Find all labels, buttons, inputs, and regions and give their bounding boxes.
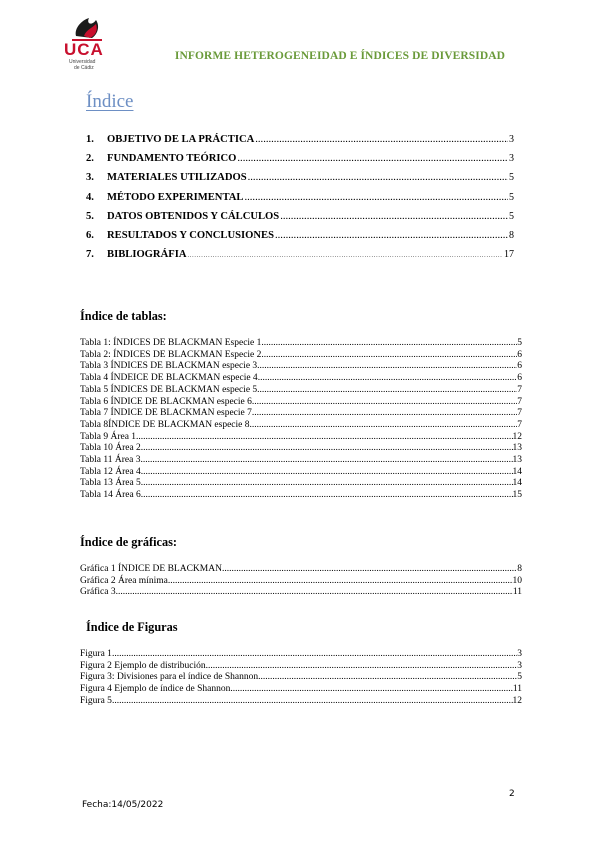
entry-dot-leader	[230, 684, 512, 694]
toc-entry-label: BIBLIOGRÁFIA	[107, 249, 187, 261]
entry-label: Figura 4 Ejemplo de índice de Shannon	[80, 684, 231, 695]
toc-entry[interactable]	[86, 172, 514, 183]
table-index-entry[interactable]	[80, 455, 522, 465]
toc-entry-label: FUNDAMENTO TEÓRICO	[107, 153, 237, 165]
table-index-entry[interactable]	[80, 350, 522, 360]
entry-label: Tabla 5 ÍNDICES DE BLACKMAN especie 5	[80, 384, 258, 395]
entry-dot-leader	[250, 420, 518, 430]
entry-dot-leader	[261, 350, 517, 360]
entry-dot-leader	[261, 338, 517, 348]
toc-entry[interactable]	[86, 211, 514, 222]
entry-page: 6	[517, 349, 522, 360]
entry-page: 3	[517, 660, 522, 671]
entry-dot-leader	[136, 432, 512, 442]
toc-entry-page: 3	[509, 134, 514, 145]
table-index-entry[interactable]	[80, 420, 522, 430]
entry-label: Tabla 9 Área 1	[80, 431, 137, 442]
chart-index-entry[interactable]	[80, 576, 522, 586]
entry-label: Tabla 1: ÍNDICES DE BLACKMAN Especie 1	[80, 338, 262, 348]
entry-label: Tabla 8ÍNDICE DE BLACKMAN especie 8	[80, 419, 250, 430]
table-index-entry[interactable]	[80, 443, 522, 453]
entry-page: 6	[517, 373, 522, 384]
entry-label: Tabla 3 ÍNDICES DE BLACKMAN especie 3	[80, 361, 258, 372]
toc-dot-leader	[280, 211, 508, 222]
charts-index-heading: Índice de gráficas:	[80, 535, 177, 549]
toc-entry[interactable]	[86, 153, 514, 164]
toc-entry[interactable]	[86, 249, 514, 260]
entry-page: 11	[512, 684, 522, 695]
toc-entry[interactable]	[86, 230, 514, 241]
tables-index-heading: Índice de tablas:	[80, 309, 167, 323]
toc-dot-leader	[248, 172, 508, 183]
entry-label: Gráfica 1 ÍNDICE DE BLACKMAN	[80, 564, 222, 574]
entry-label: Figura 5	[80, 695, 112, 706]
entry-page: 14	[512, 478, 522, 489]
entry-label: Tabla 13 Área 5	[80, 478, 141, 489]
university-logo	[62, 14, 114, 72]
entry-page: 6	[517, 361, 522, 372]
entry-label: Figura 2 Ejemplo de distribución	[80, 660, 206, 671]
toc-entry-number: 2.	[86, 153, 94, 165]
entry-page: 3	[517, 649, 522, 659]
entry-page: 7	[517, 396, 522, 407]
entry-dot-leader	[258, 672, 517, 682]
toc-dot-leader	[275, 230, 508, 241]
footer-date: Fecha:14/05/2022	[82, 800, 164, 810]
toc-entry-number: 3.	[86, 172, 94, 184]
entry-page: 11	[512, 587, 522, 598]
figure-index-entry[interactable]	[80, 672, 522, 682]
toc-entry-label: DATOS OBTENIDOS Y CÁLCULOS	[107, 210, 280, 222]
toc-entry-number: 7.	[86, 249, 94, 261]
toc-entry-label: RESULTADOS Y CONCLUSIONES	[107, 230, 274, 241]
entry-page: 5	[517, 672, 522, 683]
logo-subtext-1: Universidad	[69, 59, 96, 65]
toc-entry-page: 5	[509, 191, 514, 203]
entry-page: 8	[517, 564, 522, 574]
toc-dot-leader	[255, 134, 508, 145]
entry-page: 13	[512, 455, 522, 465]
table-index-entry[interactable]	[80, 338, 522, 348]
entry-label: Figura 1	[80, 649, 112, 659]
toc-entry-page: 5	[509, 172, 514, 184]
toc-entry-label: MATERIALES UTILIZADOS	[107, 172, 247, 184]
figure-index-entry[interactable]	[80, 684, 522, 694]
entry-label: Gráfica 2 Área mínima	[80, 575, 168, 586]
toc-dot-leader	[237, 153, 508, 164]
toc-entry-page: 8	[509, 230, 514, 241]
toc-heading[interactable]: Índice	[86, 91, 134, 112]
toc-entry-page: 17	[504, 249, 514, 261]
toc-entry[interactable]	[86, 192, 514, 203]
toc-entry-number: 1.	[86, 134, 94, 145]
table-index-entry[interactable]	[80, 478, 522, 488]
entry-dot-leader	[141, 443, 513, 453]
figure-index-entry[interactable]	[80, 661, 522, 671]
toc-entry-label: OBJETIVO DE LA PRÁCTICA	[107, 134, 255, 145]
entry-dot-leader	[222, 564, 517, 574]
toc-entry-number: 6.	[86, 230, 94, 241]
entry-dot-leader	[168, 576, 513, 586]
entry-dot-leader	[206, 661, 518, 671]
entry-dot-leader	[116, 587, 513, 597]
entry-dot-leader	[258, 373, 518, 383]
figure-index-entry[interactable]	[80, 696, 522, 706]
entry-page: 15	[512, 490, 522, 501]
header-title: INFORME HETEROGENEIDAD E ÍNDICES DE DIVERSIDAD	[174, 50, 506, 62]
entry-label: Tabla 4 ÍNDEICE DE BLACKMAN especie 4	[80, 373, 258, 384]
toc-dot-leader	[187, 249, 503, 260]
entry-label: Tabla 6 ÍNDICE DE BLACKMAN especie 6	[80, 396, 252, 407]
entry-label: Tabla 7 ÍNDICE DE BLACKMAN especie 7	[80, 408, 252, 419]
entry-page: 5	[517, 338, 522, 348]
entry-label: Tabla 12 Área 4	[80, 466, 141, 477]
entry-dot-leader	[140, 455, 512, 465]
entry-dot-leader	[141, 478, 513, 488]
toc-entry-number: 4.	[86, 191, 94, 203]
figures-index-heading: Índice de Figuras	[86, 620, 178, 634]
entry-page: 10	[512, 575, 522, 586]
entry-page: 14	[512, 466, 522, 477]
figure-index-entry[interactable]	[80, 649, 522, 659]
entry-dot-leader	[112, 696, 513, 706]
toc-entry-number: 5.	[86, 210, 94, 222]
entry-page: 7	[517, 384, 522, 395]
table-index-entry[interactable]	[80, 408, 522, 418]
entry-dot-leader	[112, 649, 517, 659]
entry-label: Gráfica 3	[80, 587, 116, 598]
entry-page: 12	[512, 431, 522, 442]
entry-page: 13	[512, 443, 522, 454]
entry-label: Tabla 14 Área 6	[80, 490, 141, 501]
table-index-entry[interactable]	[80, 490, 522, 500]
entry-dot-leader	[257, 361, 517, 371]
chart-index-entry[interactable]	[80, 564, 522, 574]
chart-index-entry[interactable]	[80, 587, 522, 597]
toc-dot-leader	[244, 192, 508, 203]
page-number: 2	[509, 789, 515, 799]
entry-page: 7	[517, 419, 522, 430]
toc-entry-label: MÉTODO EXPERIMENTAL	[107, 191, 244, 203]
table-index-entry[interactable]	[80, 361, 522, 371]
entry-label: Tabla 2: ÍNDICES DE BLACKMAN Especie 2	[80, 349, 262, 360]
entry-label: Tabla 11 Área 3	[80, 455, 141, 465]
toc-entry-page: 3	[509, 153, 514, 165]
table-index-entry[interactable]	[80, 385, 522, 395]
entry-dot-leader	[252, 397, 517, 407]
table-index-entry[interactable]	[80, 432, 522, 442]
table-index-entry[interactable]	[80, 397, 522, 407]
toc-entry-page: 5	[509, 210, 514, 222]
entry-page: 7	[517, 408, 522, 419]
toc-entry[interactable]	[86, 134, 514, 145]
entry-page: 12	[512, 695, 522, 706]
logo-subtext-2: de Cádiz	[74, 65, 94, 71]
entry-dot-leader	[252, 408, 517, 418]
entry-dot-leader	[141, 490, 513, 500]
entry-dot-leader	[141, 467, 513, 477]
logo-text: UCA	[64, 40, 104, 59]
entry-label: Tabla 10 Área 2	[80, 443, 141, 454]
entry-label: Figura 3: Divisiones para el índice de Shannon	[80, 672, 259, 683]
entry-dot-leader	[257, 385, 517, 395]
table-index-entry[interactable]	[80, 373, 522, 383]
table-index-entry[interactable]	[80, 467, 522, 477]
